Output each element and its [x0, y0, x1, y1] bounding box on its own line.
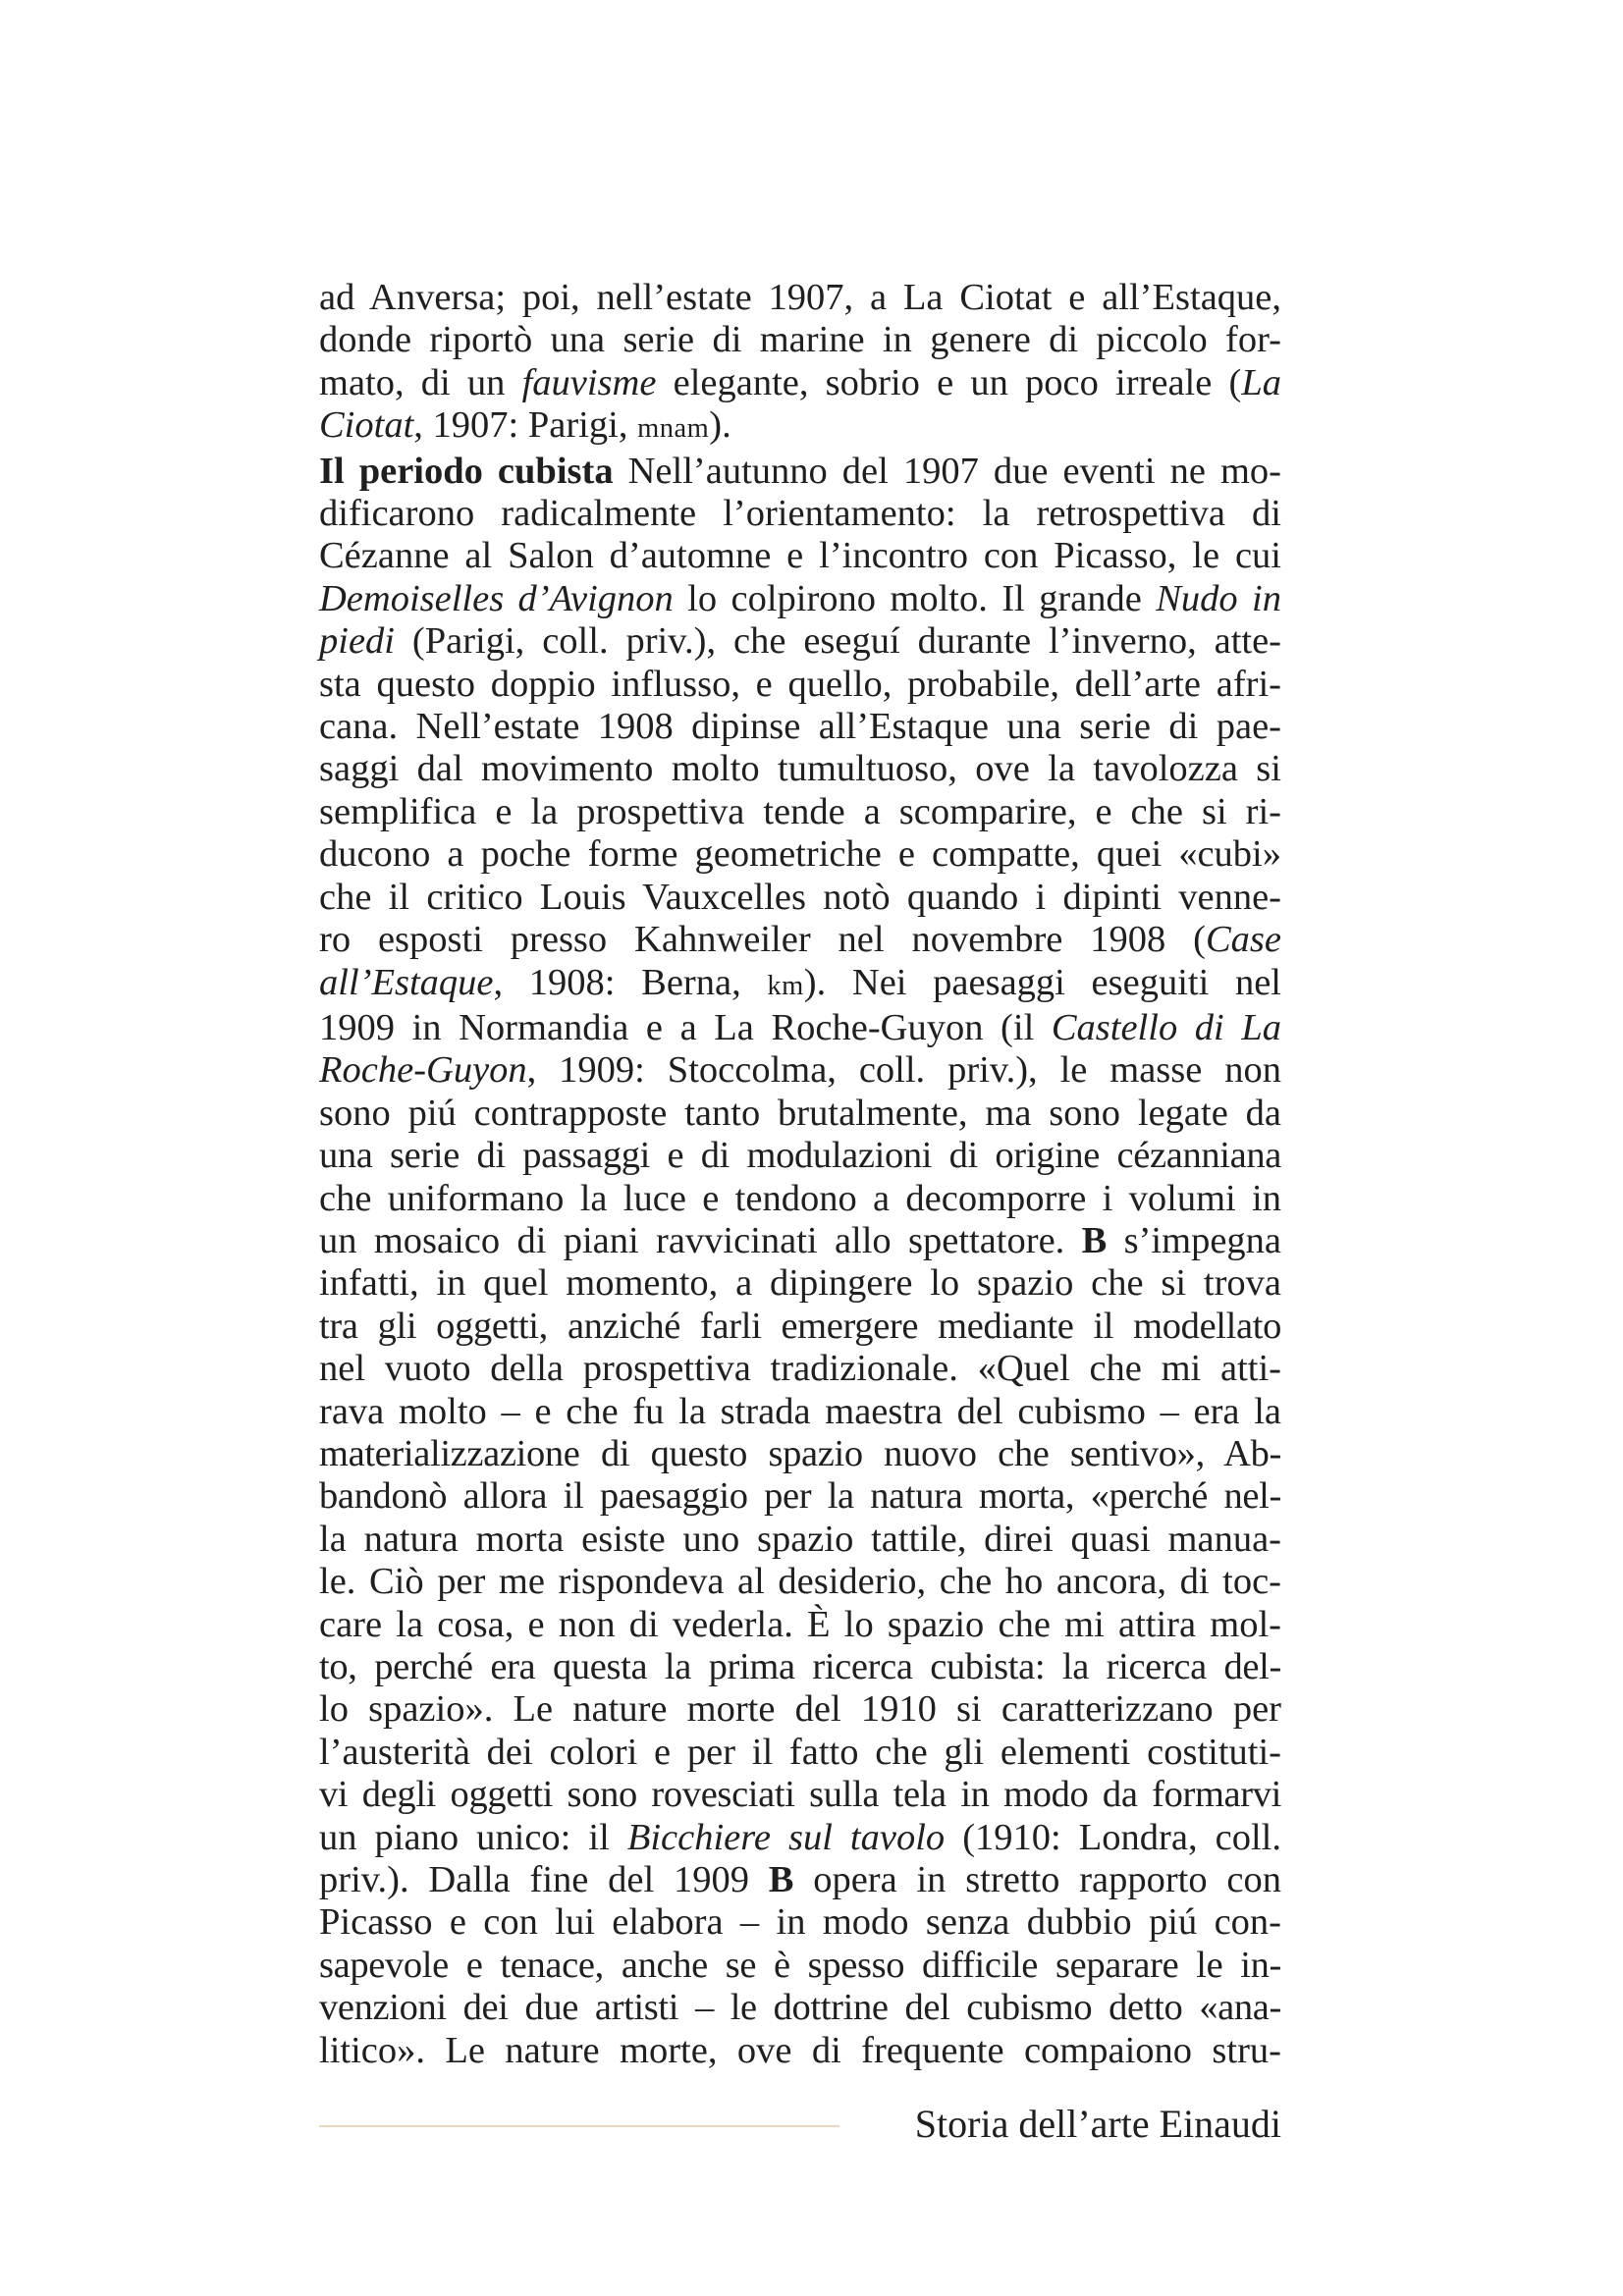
- text-line: donde riportò una serie di marine in genere di piccolo for-: [319, 319, 1281, 361]
- text-line: to, perché era questa la prima ricerca cubista: la ricerca del-: [319, 1646, 1281, 1687]
- italic-title: La: [1241, 361, 1281, 403]
- section-heading: Il periodo cubista: [319, 450, 614, 492]
- text-line: sapevole e tenace, anche se è spesso difficile separare le in-: [319, 1944, 1281, 1986]
- italic-title: Bicchiere sul tavolo: [626, 1816, 946, 1858]
- text-line: Demoiselles d’Avignon lo colpirono molto. Il grande Nudo in: [319, 577, 1281, 619]
- italic-title: Nudo in: [1156, 577, 1281, 619]
- text-line: sta questo doppio influsso, e quello, probabile, dell’arte afri-: [319, 663, 1281, 705]
- text-line: sono piú contrapposte tanto brutalmente, ma sono legate da: [319, 1092, 1281, 1134]
- italic-term: fauvisme: [521, 361, 657, 403]
- italic-title: Demoiselles d’Avignon: [319, 577, 674, 619]
- text-line: cana. Nell’estate 1908 dipinse all’Estaque una serie di pae-: [319, 706, 1281, 748]
- text-line: infatti, in quel momento, a dipingere lo spazio che si trova: [319, 1262, 1281, 1305]
- text-line: bandonò allora il paesaggio per la natura morta, «perché nel-: [319, 1475, 1281, 1518]
- text-line: ro esposti presso Kahnweiler nel novembre 1908 (Case: [319, 919, 1281, 961]
- text-line: Ciotat, 1907: Parigi, mnam).: [319, 404, 731, 447]
- italic-title: Castello di La: [1051, 1006, 1281, 1048]
- text-line: venzioni dei due artisti – le dottrine del cubismo detto «ana-: [319, 1987, 1281, 2029]
- italic-title: piedi: [319, 620, 395, 663]
- text-line: mato, di un fauvisme elegante, sobrio e un poco irreale (La: [319, 361, 1281, 403]
- text-line: che il critico Louis Vauxcelles notò quando i dipinti venne-: [319, 876, 1281, 918]
- text-line: Cézanne al Salon d’automne e l’incontro con Picasso, le cui: [319, 535, 1281, 577]
- body-text: [319, 277, 1281, 2072]
- text-line: un mosaico di piani ravvicinati allo spettatore. B s’impegna: [319, 1219, 1281, 1261]
- text-line: litico». Le nature morte, ove di frequente compaiono stru-: [319, 2029, 1281, 2071]
- footer-rule: [319, 2125, 839, 2127]
- text-line: una serie di passaggi e di modulazioni di origine cézanniana: [319, 1135, 1281, 1177]
- text-line: l’austerità dei colori e per il fatto che gli elementi costituti-: [319, 1731, 1281, 1773]
- text-line: le. Ciò per me rispondeva al desiderio, che ho ancora, di toc-: [319, 1561, 1281, 1603]
- text-line: nel vuoto della prospettiva tradizionale. «Quel che mi atti-: [319, 1348, 1281, 1390]
- text-line: 1909 in Normandia e a La Roche-Guyon (il Castello di La: [319, 1006, 1281, 1048]
- text-line: piedi (Parigi, coll. priv.), che eseguí durante l’inverno, atte-: [319, 620, 1281, 663]
- text-line: dificarono radicalmente l’orientamento: la retrospettiva di: [319, 493, 1281, 535]
- italic-title: all’Estaque: [319, 961, 494, 1003]
- museum-abbreviation: km: [767, 970, 804, 1001]
- text-line: Il periodo cubista Nell’autunno del 1907 due eventi ne mo-: [319, 450, 1281, 492]
- artist-initial: B: [768, 1859, 794, 1901]
- text-line: care la cosa, e non di vederla. È lo spazio che mi attira mol-: [319, 1603, 1281, 1645]
- text-line: lo spazio». Le nature morte del 1910 si caratterizzano per: [319, 1688, 1281, 1731]
- text-line: la natura morta esiste uno spazio tattile, direi quasi manua-: [319, 1518, 1281, 1560]
- text-line: saggi dal movimento molto tumultuoso, ove la tavolozza si: [319, 748, 1281, 790]
- italic-title: Case: [1206, 919, 1281, 961]
- text-line: un piano unico: il Bicchiere sul tavolo (1910: Londra, coll.: [319, 1816, 1281, 1858]
- text-line: Picasso e con lui elabora – in modo senza dubbio piú con-: [319, 1901, 1281, 1944]
- text-line: ad Anversa; poi, nell’estate 1907, a La Ciotat e all’Estaque,: [319, 277, 1281, 318]
- text-line: che uniformano la luce e tendono a decomporre i volumi in: [319, 1177, 1281, 1219]
- museum-abbreviation: mnam: [637, 413, 710, 445]
- text-line: tra gli oggetti, anziché farli emergere mediante il modellato: [319, 1305, 1281, 1347]
- italic-title: Roche-Guyon: [319, 1049, 527, 1092]
- italic-title: Ciotat: [319, 404, 414, 447]
- text-line: priv.). Dalla fine del 1909 B opera in stretto rapporto con: [319, 1859, 1281, 1901]
- text-line: ducono a poche forme geometriche e compatte, quei «cubi»: [319, 833, 1281, 876]
- text-line: semplifica e la prospettiva tende a scomparire, e che si ri-: [319, 790, 1281, 832]
- text-line: rava molto – e che fu la strada maestra del cubismo – era la: [319, 1390, 1281, 1432]
- text-line: all’Estaque, 1908: Berna, km). Nei paesaggi eseguiti nel: [319, 961, 1281, 1003]
- footer-title: Storia dell’arte Einaudi: [914, 2102, 1281, 2146]
- text-line: Roche-Guyon, 1909: Stoccolma, coll. priv.), le masse non: [319, 1049, 1281, 1092]
- text-line: vi degli oggetti sono rovesciati sulla tela in modo da formarvi: [319, 1774, 1281, 1816]
- artist-initial: B: [1081, 1219, 1108, 1261]
- text-line: materializzazione di questo spazio nuovo che sentivo», Ab-: [319, 1432, 1281, 1474]
